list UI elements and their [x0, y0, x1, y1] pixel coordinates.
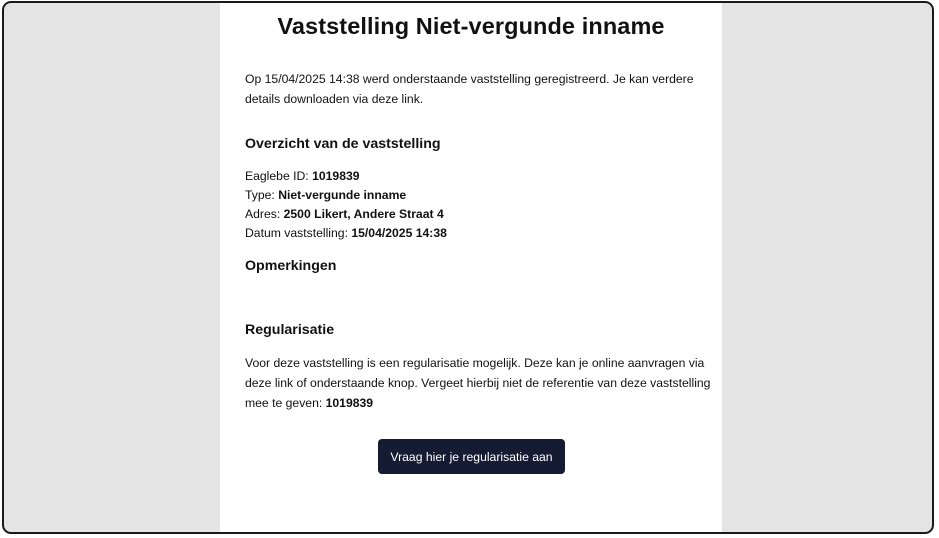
overview-heading: Overzicht van de vaststelling [245, 136, 441, 152]
detail-row-type [245, 186, 447, 205]
detail-value: Niet-vergunde inname [278, 188, 407, 202]
intro-text: Op 15/04/2025 14:38 werd onderstaande vaststelling geregistreerd. Je kan verdere details downloaden via deze link. [245, 72, 694, 106]
detail-label: Datum vaststelling: [245, 226, 352, 240]
detail-value: 15/04/2025 14:38 [351, 226, 447, 240]
detail-value: 1019839 [312, 169, 360, 183]
regularisation-text [245, 353, 715, 413]
reference-number: 1019839 [325, 396, 374, 410]
detail-label: Eaglebe ID: [245, 169, 313, 183]
detail-row-eaglebe-id [245, 167, 447, 186]
detail-label: Type: [245, 188, 279, 202]
request-regularisation-button[interactable]: Vraag hier je regularisatie aan [378, 439, 565, 474]
detail-value: 2500 Likert, Andere Straat 4 [283, 207, 444, 221]
email-card [220, 3, 722, 532]
regularisation-body: Voor deze vaststelling is een regularisatie mogelijk. Deze kan je online aanvragen via deze link of onderstaande knop. Vergeet hierbij niet de referentie van deze vaststelling mee te geven: [245, 356, 711, 410]
regularisation-heading: Regularisatie [245, 322, 335, 338]
remarks-heading: Opmerkingen [245, 258, 337, 274]
detail-row-address [245, 205, 447, 224]
window-frame [2, 1, 934, 534]
detail-row-date [245, 224, 447, 243]
email-title: Vaststelling Niet-vergunde inname [277, 13, 665, 39]
detail-label: Adres: [245, 207, 284, 221]
overview-details [245, 167, 447, 243]
